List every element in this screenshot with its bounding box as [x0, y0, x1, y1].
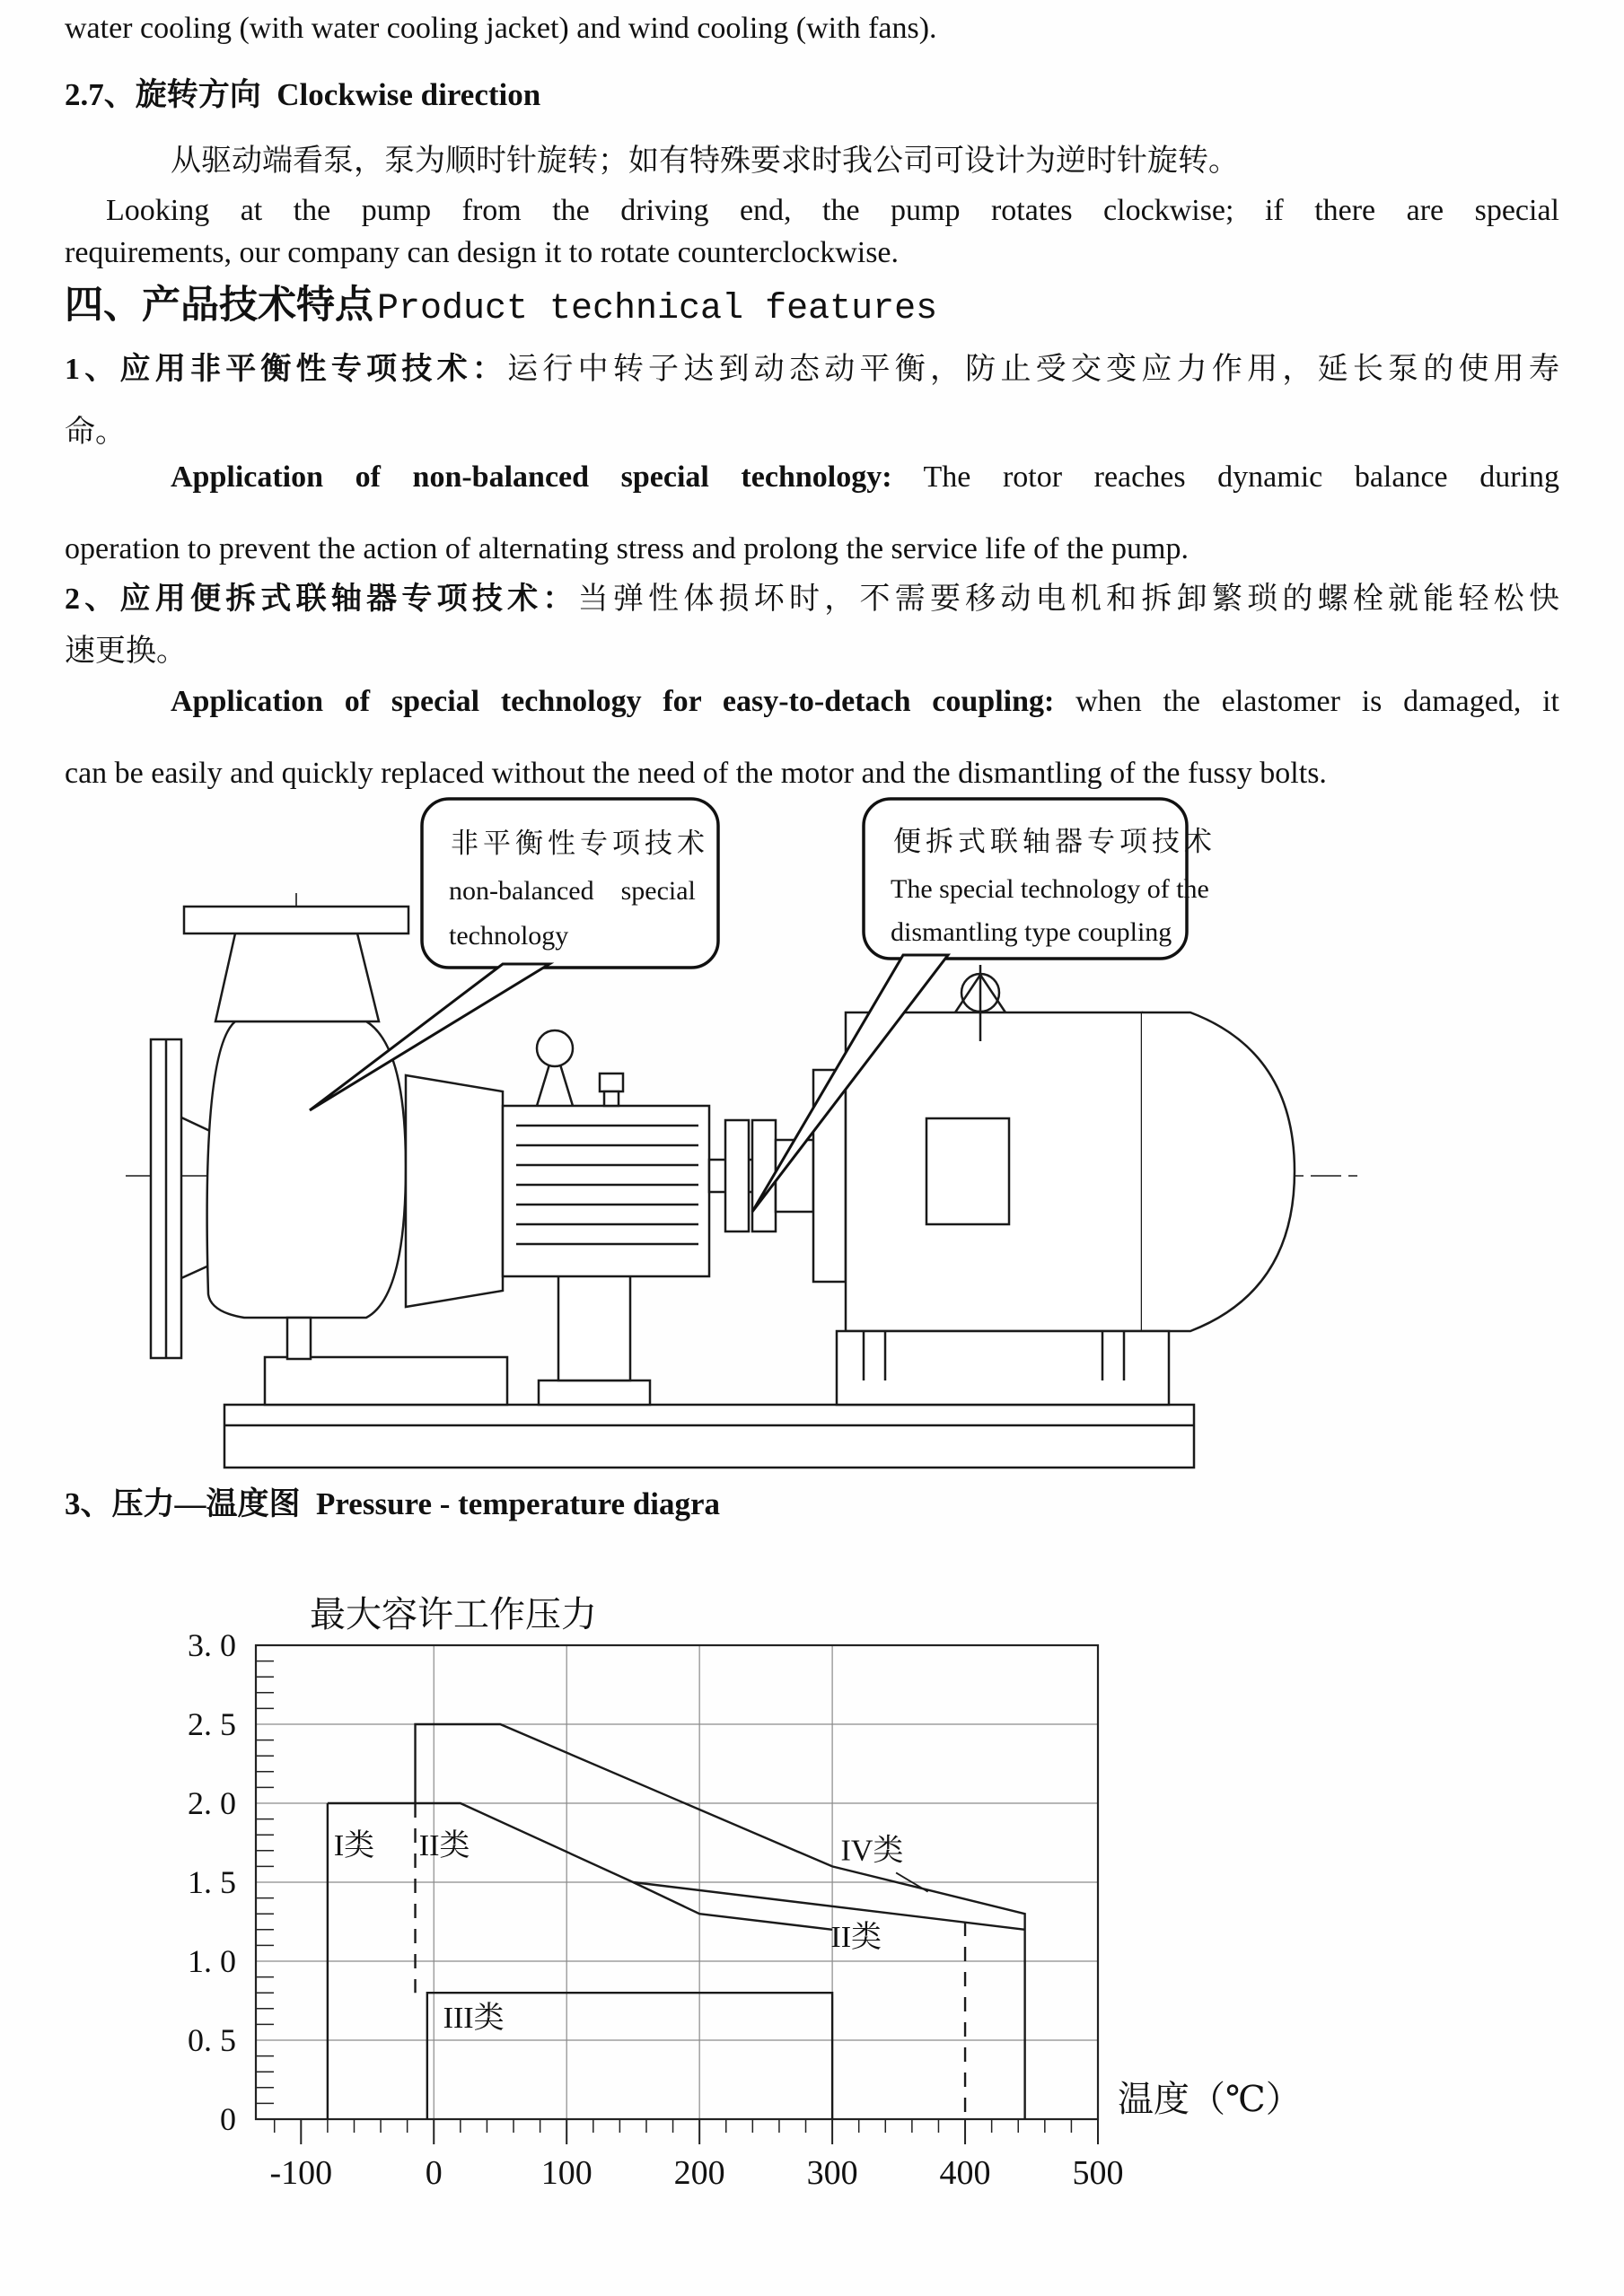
paragraph-cooling: water cooling (with water cooling jacket) and wind cooling (with fans).	[65, 12, 937, 45]
motor-terminal-box	[926, 1118, 1009, 1224]
motor-base-block	[837, 1331, 1169, 1405]
discharge-flange	[184, 907, 408, 933]
paragraph-rotation-en-line2: requirements, our company can design it to rotate counterclockwise.	[65, 236, 900, 269]
x-tick-label: 400	[939, 2154, 991, 2192]
chart-title: 最大容许工作压力	[310, 1594, 597, 1634]
casing-drain	[287, 1318, 311, 1359]
y-tick-label: 0. 5	[188, 2022, 236, 2058]
series-class-IV-curve	[416, 1724, 1025, 2119]
paragraph-rotation-cn: 从驱动端看泵，泵为顺时针旋转；如有特殊要求时我公司可设计为逆时针旋转。	[171, 145, 1239, 178]
region-label: I类	[333, 1829, 375, 1863]
callout-non-balanced-en1: non-balanced special	[449, 876, 696, 906]
motor	[813, 1012, 1295, 1405]
y-tick-label: 3. 0	[188, 1627, 236, 1663]
y-tick-label: 1. 5	[188, 1864, 236, 1900]
pump-assembly-drawing	[126, 893, 1365, 1468]
heading-section-3-cn: 3、压力—温度图	[65, 1486, 301, 1521]
x-tick-label: 300	[806, 2154, 858, 2192]
frame-foot-pad	[539, 1380, 650, 1405]
callout-coupling-cn: 便拆式联轴器专项技术	[893, 826, 1216, 857]
heading-2-7-number: 2.7、	[65, 77, 136, 112]
callout-non-balanced-cn: 非平衡性专项技术	[451, 828, 709, 859]
region-label: III类	[443, 2001, 505, 2035]
bearing-frame-foot	[558, 1275, 630, 1380]
x-tick-label: 500	[1072, 2154, 1124, 2192]
item2-en-line2: can be easily and quickly replaced without the need of the motor and the dismantling of the fussy bolts.	[65, 757, 1327, 790]
heading-2-7-cn: 旋转方向	[135, 77, 261, 112]
series-class-II-upper-curve	[328, 1803, 832, 1930]
item1-en-line2: operation to prevent the action of alternating stress and prolong the service life of the pump.	[65, 532, 1189, 565]
item1-lead: 1、应用非平衡性专项技术：	[65, 353, 508, 386]
item2-lead: 2、应用便拆式联轴器专项技术：	[65, 583, 578, 616]
callout-coupling-en1: The special technology of the	[891, 874, 1209, 904]
x-tick-label: 200	[673, 2154, 725, 2192]
y-tick-label: 2. 0	[188, 1785, 236, 1821]
item1-body: 运行中转子达到动态动平衡，防止受交变应力作用，延长泵的使用寿	[507, 353, 1560, 386]
callout-non-balanced	[310, 799, 718, 1110]
pump-pedestal	[265, 1357, 507, 1405]
suction-flange	[151, 1039, 181, 1358]
item2-line2: 速更换。	[65, 635, 187, 668]
callout-non-balanced-en2: technology	[449, 921, 569, 951]
chart-x-axis-title: 温度（℃）	[1118, 2079, 1302, 2119]
item1-en-lead: Application of non-balanced special technology:	[171, 460, 892, 494]
item2-en-body: when the elastomer is damaged, it	[1054, 685, 1559, 718]
heading-2-7-en: Clockwise direction	[277, 77, 541, 112]
frame-eyebolt	[537, 1030, 573, 1106]
heading-section-4-cn: 四、产品技术特点	[65, 285, 373, 327]
item2-body: 当弹性体损坏时，不需要移动电机和拆卸繁琐的螺栓就能轻松快	[577, 583, 1560, 616]
x-tick-label: 0	[425, 2154, 443, 2192]
item1-line2: 命。	[65, 416, 126, 449]
discharge-neck	[215, 933, 379, 1021]
casing-cover	[406, 1075, 503, 1307]
item1-en-body: The rotor reaches dynamic balance during	[891, 460, 1559, 494]
baseplate	[224, 1405, 1194, 1468]
y-tick-label: 1. 0	[188, 1943, 236, 1979]
heading-section-4-en: Product technical features	[377, 289, 938, 329]
x-tick-label: 100	[540, 2154, 593, 2192]
item2-en-lead: Application of special technology for easy-to-detach coupling:	[171, 685, 1055, 718]
paragraph-rotation-en-line1: Looking at the pump from the driving end, the pump rotates clockwise; if there are special	[106, 194, 1559, 227]
y-tick-label: 2. 5	[188, 1706, 236, 1742]
pressure-temperature-chart	[188, 1627, 1124, 2192]
region-label: IV类	[840, 1834, 904, 1868]
callout-coupling-en2: dismantling type coupling	[891, 917, 1172, 947]
y-tick-label: 0	[220, 2101, 236, 2137]
frame-plug	[600, 1074, 623, 1106]
heading-section-3-en: Pressure - temperature diagra	[316, 1486, 721, 1521]
bearing-frame	[503, 1106, 709, 1276]
x-tick-label: -100	[269, 2154, 333, 2192]
region-label: II类	[418, 1829, 470, 1863]
region-label: II类	[830, 1921, 882, 1955]
